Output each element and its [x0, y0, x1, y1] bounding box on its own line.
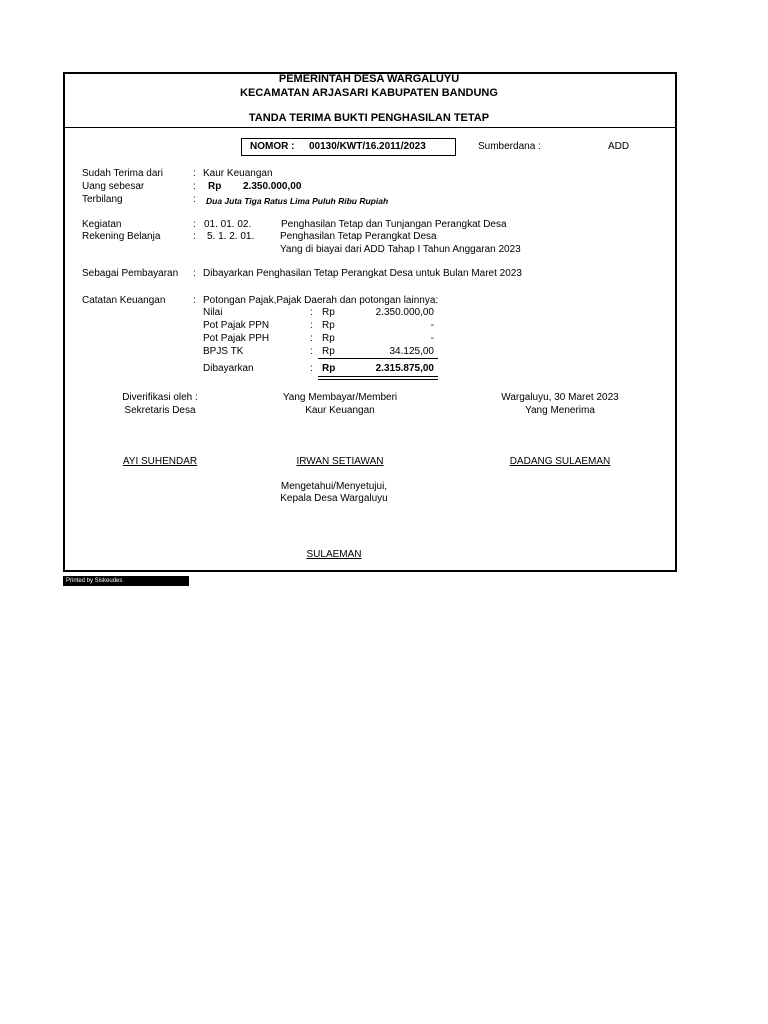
finance-row-amount: -	[430, 333, 434, 344]
colon: :	[310, 333, 313, 344]
colon: :	[310, 320, 313, 331]
sudah-terima-label: Sudah Terima dari	[82, 168, 163, 179]
kegiatan-code: 01. 01. 02.	[204, 219, 252, 230]
header-line1: PEMERINTAH DESA WARGALUYU	[278, 73, 460, 85]
colon: :	[310, 307, 313, 318]
approver-line2: Kepala Desa Wargaluyu	[280, 493, 388, 504]
approver-line1: Mengetahui/Menyetujui,	[280, 481, 388, 492]
payer-line1: Yang Membayar/Memberi	[282, 392, 398, 403]
colon: :	[193, 219, 196, 230]
header-divider	[63, 127, 675, 128]
finance-row-amount: 2.350.000,00	[375, 307, 434, 318]
total-amount: 2.315.875,00	[375, 363, 434, 374]
colon: :	[193, 268, 196, 279]
catatan-label: Catatan Keuangan	[82, 295, 166, 306]
finance-row-amount: -	[430, 320, 434, 331]
colon: :	[310, 363, 313, 374]
verifier-line1: Diverifikasi oleh :	[122, 392, 198, 403]
rekening-label: Rekening Belanja	[82, 231, 161, 242]
colon: :	[193, 181, 196, 192]
finance-row-amount: 34.125,00	[389, 346, 434, 357]
catatan-value: Potongan Pajak,Pajak Daerah dan potongan lainnya:	[203, 295, 439, 306]
kegiatan-value: Penghasilan Tetap dan Tunjangan Perangkat Desa	[281, 219, 507, 230]
total-rule-1	[318, 376, 438, 377]
total-rule-2	[318, 379, 438, 380]
finance-row-currency: Rp	[322, 333, 335, 344]
colon: :	[193, 168, 196, 179]
sudah-terima-value: Kaur Keuangan	[203, 168, 273, 179]
finance-row-currency: Rp	[322, 320, 335, 331]
total-label: Dibayarkan	[203, 363, 254, 374]
verifier-line2: Sekretaris Desa	[124, 405, 196, 416]
nomor-value: 00130/KWT/16.2011/2023	[309, 141, 426, 152]
rekening-code: 5. 1. 2. 01.	[207, 231, 255, 242]
pembayaran-value: Dibayarkan Penghasilan Tetap Perangkat Desa untuk Bulan Maret 2023	[203, 268, 522, 279]
subtotal-rule	[318, 358, 438, 359]
receiver-name: DADANG SULAEMAN	[509, 456, 611, 467]
document-title: TANDA TERIMA BUKTI PENGHASILAN TETAP	[248, 112, 490, 124]
finance-row-label: Nilai	[203, 307, 223, 318]
printed-by-label: Printed by Siskeudes	[63, 576, 189, 586]
colon: :	[193, 194, 196, 205]
sumberdana-value: ADD	[608, 141, 630, 152]
colon: :	[310, 346, 313, 357]
uang-value: 2.350.000,00	[243, 181, 302, 192]
nomor-label: NOMOR :	[250, 141, 295, 152]
receiver-line2: Yang Menerima	[525, 405, 595, 416]
rekening-value: Penghasilan Tetap Perangkat Desa	[280, 231, 437, 242]
payer-line2: Kaur Keuangan	[305, 405, 375, 416]
kegiatan-label: Kegiatan	[82, 219, 122, 230]
header-line2: KECAMATAN ARJASARI KABUPATEN BANDUNG	[240, 87, 498, 99]
finance-row-label: Pot Pajak PPH	[203, 333, 270, 344]
finance-row-label: BPJS TK	[203, 346, 244, 357]
terbilang-value: Dua Juta Tiga Ratus Lima Puluh Ribu Rupiah	[206, 196, 389, 206]
pembayaran-label: Sebagai Pembayaran	[82, 268, 179, 279]
approver-name: SULAEMAN	[306, 549, 362, 560]
finance-row-currency: Rp	[322, 307, 335, 318]
colon: :	[193, 295, 196, 306]
uang-currency: Rp	[208, 181, 222, 192]
terbilang-label: Terbilang	[82, 194, 123, 205]
colon: :	[193, 231, 196, 242]
rekening-note: Yang di biayai dari ADD Tahap I Tahun Anggaran 2023	[280, 244, 521, 255]
payer-name: IRWAN SETIAWAN	[296, 456, 384, 467]
finance-row-label: Pot Pajak PPN	[203, 320, 270, 331]
sumberdana-label: Sumberdana :	[478, 141, 541, 152]
uang-label: Uang sebesar	[82, 181, 145, 192]
verifier-name: AYI SUHENDAR	[122, 456, 198, 467]
finance-row-currency: Rp	[322, 346, 335, 357]
receiver-line1: Wargaluyu, 30 Maret 2023	[501, 392, 619, 403]
total-currency: Rp	[322, 363, 336, 374]
